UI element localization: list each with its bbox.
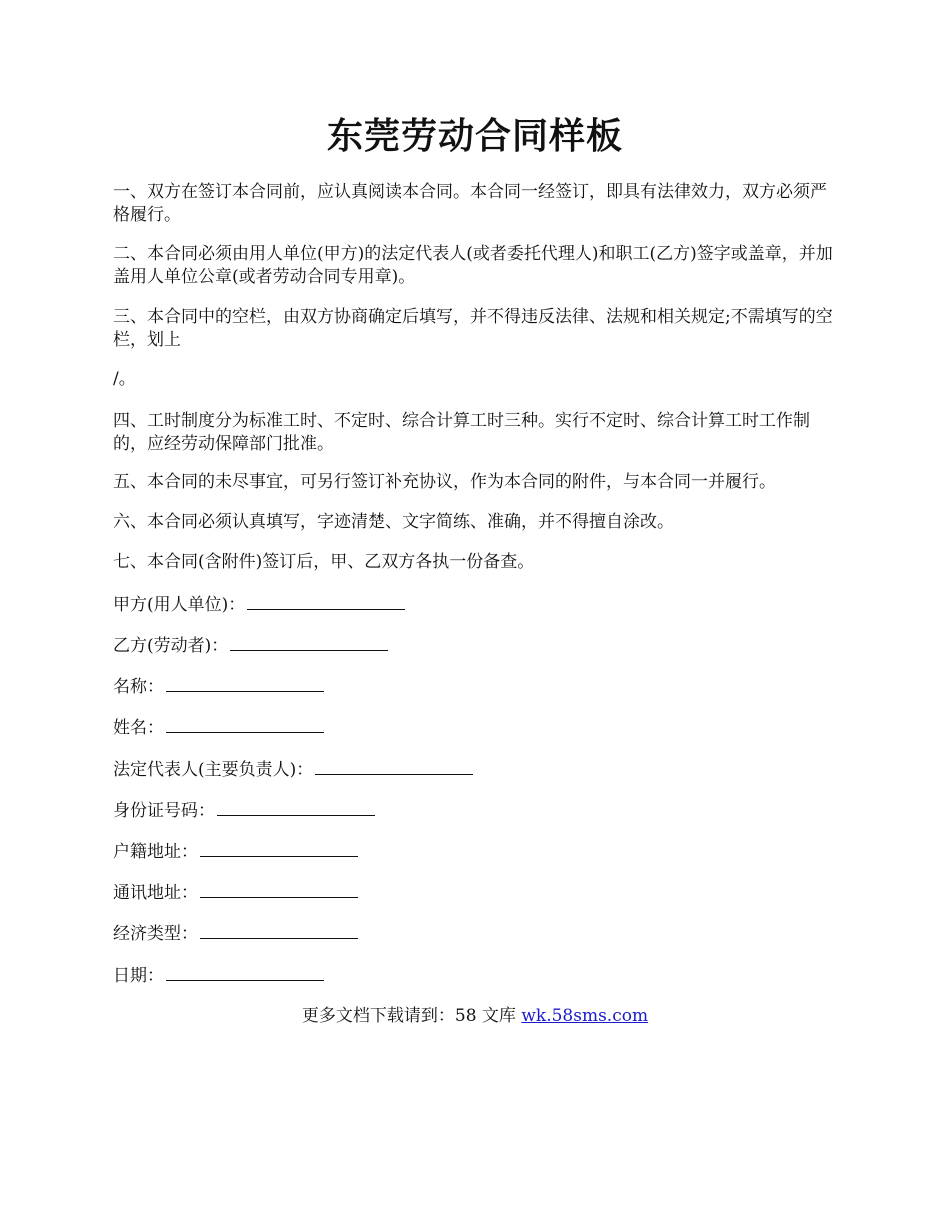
field-date [113,964,324,988]
clause-1: 一、双方在签订本合同前，应认真阅读本合同。本合同一经签订，即具有法律效力，双方必须严格履行。 [113,182,827,225]
clause-3: 三、本合同中的空栏，由双方协商确定后填写，并不得违反法律、法规和相关规定;不需填写的空栏，划上 [113,307,833,350]
field-label: 甲方(用人单位)： [113,595,246,615]
fill-blank[interactable] [166,716,324,733]
field-label: 名称： [113,677,164,697]
clause-2: 二、本合同必须由用人单位(甲方)的法定代表人(或者委托代理人)和职工(乙方)签字或盖章，并加盖用人单位公章(或者劳动合同专用章)。 [113,244,833,287]
clause-4: 四、工时制度分为标准工时、不定时、综合计算工时三种。实行不定时、综合计算工时工作制的，应经劳动保障部门批准。 [113,411,810,454]
clause-5: 五、本合同的未尽事宜，可另行签订补充协议，作为本合同的附件，与本合同一并履行。 [113,472,776,492]
footer-text: 更多文档下载请到：58 文库 [301,1006,522,1026]
field-household-address [113,840,358,864]
field-label: 乙方(劳动者)： [113,636,229,656]
fill-blank[interactable] [315,758,473,775]
footer [0,1005,950,1028]
clause-3-continuation: /。 [113,369,136,389]
clause-7: 七、本合同(含附件)签订后，甲、乙双方各执一份备查。 [113,552,535,572]
fill-blank[interactable] [200,881,358,898]
field-mailing-address [113,881,358,905]
field-label: 经济类型： [113,924,198,944]
fill-blank[interactable] [166,675,324,692]
field-label: 法定代表人(主要负责人)： [113,760,314,780]
clause-6: 六、本合同必须认真填写，字迹清楚、文字简练、准确，并不得擅自涂改。 [113,512,674,532]
field-party-a [113,593,405,617]
field-label: 日期： [113,966,164,986]
field-label: 姓名： [113,718,164,738]
document-title: 东莞劳动合同样板 [326,115,623,157]
fill-blank[interactable] [217,799,375,816]
field-economic-type [113,922,358,946]
fill-blank[interactable] [200,922,358,939]
fill-blank[interactable] [166,964,324,981]
field-name [113,675,324,699]
field-label: 户籍地址： [113,842,198,862]
fill-blank[interactable] [200,840,358,857]
field-person-name [113,716,324,740]
field-party-b [113,634,388,658]
field-id-number [113,799,375,823]
fill-blank[interactable] [247,593,405,610]
field-legal-rep [113,758,473,782]
field-label: 通讯地址： [113,883,198,903]
fill-blank[interactable] [230,634,388,651]
footer-link[interactable]: wk.58sms.com [521,1006,649,1026]
field-label: 身份证号码： [113,801,215,821]
